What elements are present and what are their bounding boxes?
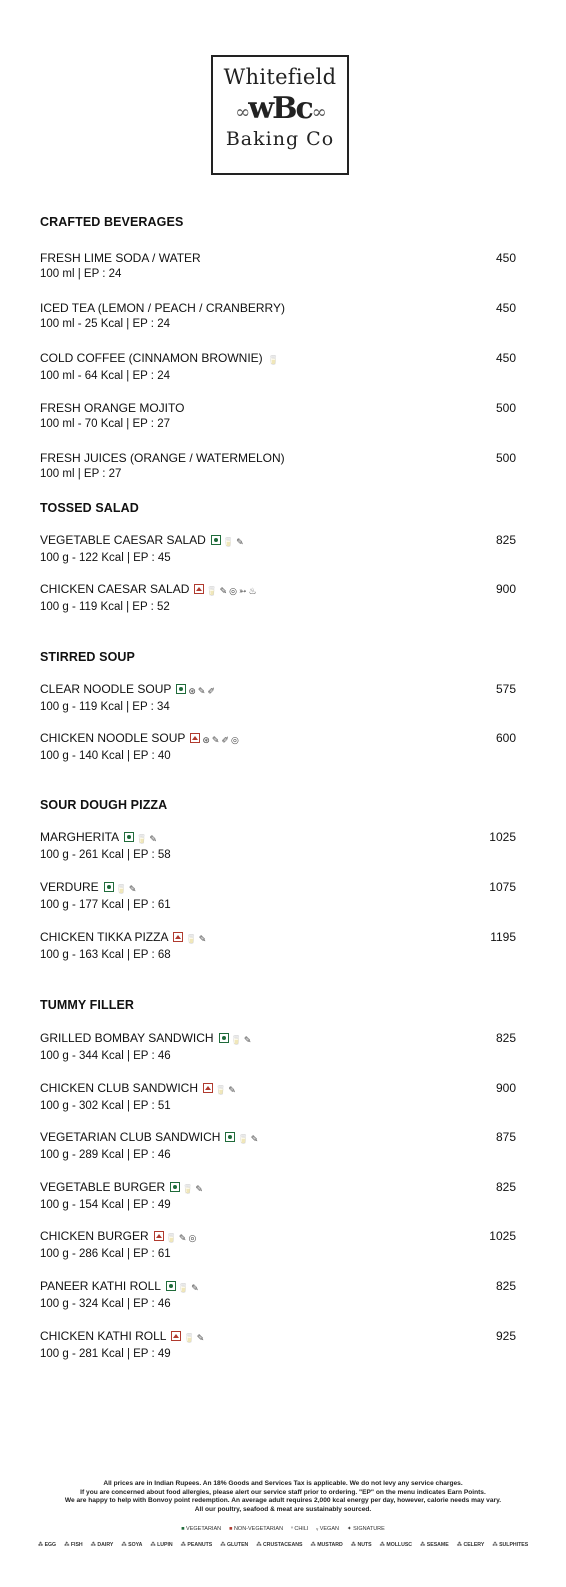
dairy-icon: 🥛	[215, 1084, 227, 1095]
allergen-legend-item: ⁂ MUSTARD	[310, 1542, 343, 1548]
allergen-mark-icon: ⁂	[256, 1542, 264, 1548]
allergen-mark-icon: ⁂	[64, 1542, 71, 1548]
dairy-icon: 🥛	[230, 1035, 242, 1045]
item-serving-info: 100 ml - 70 Kcal | EP : 27	[40, 418, 170, 430]
dairy-icon: 🥛	[177, 1283, 190, 1293]
item-name	[40, 879, 516, 897]
allergen-mark-icon: ⁂	[310, 1542, 318, 1548]
footer-line: If you are concerned about food allergies, please alert our service staff prior to ordering. "EP" on the menu indicates Earn Points.	[80, 1488, 486, 1496]
allergen-icons	[268, 352, 281, 368]
item-serving-info: 100 g - 177 Kcal | EP : 61	[40, 899, 171, 911]
allergen-legend-item: ⁂ MOLLUSC	[379, 1542, 413, 1548]
menu-item	[40, 730, 516, 764]
logo-line-1: Whitefield	[223, 65, 337, 89]
logo-line-3: Baking Co	[225, 128, 335, 150]
item-name-text: CHICKEN KATHI ROLL	[40, 1328, 167, 1343]
gluten-icon: ✎	[243, 1035, 252, 1045]
item-serving-info: 100 g - 286 Kcal | EP : 61	[40, 1248, 171, 1261]
item-price: 900	[495, 1080, 516, 1095]
item-name-text: FRESH JUICES (ORANGE / WATERMELON)	[40, 451, 285, 465]
allergen-mark-icon: ⁂	[492, 1542, 500, 1548]
allergen-legend	[30, 1542, 536, 1548]
soya-icon: ⊛	[202, 735, 210, 745]
item-name	[40, 400, 516, 416]
gluten-icon: ✎	[178, 1233, 187, 1244]
item-price: 1195	[490, 930, 516, 944]
item-serving-info: 100 g - 281 Kcal | EP : 49	[40, 1347, 171, 1360]
allergen-icons	[171, 1330, 206, 1346]
item-name-text: CLEAR NOODLE SOUP	[40, 682, 172, 696]
allergen-icons	[190, 732, 241, 748]
dairy-icon: 🥛	[237, 1134, 249, 1145]
allergen-mark-icon: ⁂	[456, 1542, 464, 1548]
allergen-icons	[219, 1032, 254, 1048]
allergen-mark-icon: ⁂	[420, 1542, 427, 1548]
allergen-legend-item: ⁂ FISH	[64, 1542, 83, 1548]
section-title: TOSSED SALAD	[40, 501, 139, 515]
allergen-mark-icon: ⁂	[37, 1542, 45, 1548]
item-name	[40, 250, 516, 266]
item-serving-info: 100 g - 154 Kcal | EP : 49	[40, 1198, 171, 1211]
item-serving-info: 100 ml - 25 Kcal | EP : 24	[40, 318, 170, 330]
item-price: 1025	[489, 1229, 516, 1244]
item-name-text: CHICKEN NOODLE SOUP	[40, 731, 186, 745]
section-title: CRAFTED BEVERAGES	[40, 215, 184, 229]
dairy-icon: 🥛	[267, 355, 279, 365]
legend-mark-icon: ■	[181, 1526, 187, 1532]
gluten-icon: ✎	[195, 1183, 203, 1194]
allergen-legend-item: ⁂ PEANUTS	[180, 1542, 213, 1548]
menu-item	[40, 879, 516, 913]
item-name	[40, 1179, 516, 1197]
allergen-legend-item: ⁂ SULPHITES	[492, 1542, 529, 1548]
dairy-icon: 🥛	[222, 537, 235, 547]
item-name	[40, 1129, 516, 1147]
allergen-legend-item: ⁂ LUPIN	[150, 1542, 173, 1548]
menu-item	[40, 1228, 516, 1262]
item-serving-info: 100 g - 324 Kcal | EP : 46	[40, 1298, 171, 1310]
item-name	[40, 730, 516, 748]
diet-legend-item: ■ NON-VEGETARIAN	[229, 1526, 284, 1532]
gluten-icon: ✎	[149, 834, 157, 844]
allergen-icons	[170, 1181, 205, 1197]
dairy-icon: 🥛	[136, 834, 148, 844]
menu-item	[40, 829, 516, 863]
allergen-icons	[104, 881, 139, 897]
diet-legend-item: ■ VEGETARIAN	[181, 1526, 222, 1532]
gluten-icon: ✎	[211, 735, 220, 745]
gluten-icon: ✎	[191, 1283, 199, 1293]
mustard-icon: ♨	[248, 586, 257, 596]
legend-mark-icon: ᵥ	[316, 1526, 320, 1532]
menu-item	[40, 929, 516, 963]
allergen-mark-icon: ⁂	[150, 1542, 158, 1548]
item-name	[40, 1328, 516, 1346]
item-price: 825	[495, 533, 516, 547]
item-price: 875	[495, 1130, 516, 1145]
menu-item	[40, 1328, 516, 1362]
allergen-icons	[154, 1230, 199, 1246]
gluten-icon: ✎	[196, 1332, 205, 1343]
section-title: STIRRED SOUP	[40, 650, 135, 664]
allergen-mark-icon: ⁂	[121, 1542, 129, 1548]
item-serving-info: 100 ml - 64 Kcal | EP : 24	[40, 370, 170, 382]
item-name	[40, 1080, 516, 1098]
non-vegetarian-icon	[154, 1231, 164, 1241]
allergen-icons	[211, 534, 246, 550]
menu-item	[40, 1278, 516, 1312]
diet-legend-item: ✦ SIGNATURE	[346, 1526, 385, 1532]
allergen-icons	[225, 1131, 260, 1147]
menu-item	[40, 1030, 516, 1064]
item-price: 450	[495, 301, 516, 315]
dairy-icon: 🥛	[165, 1233, 177, 1244]
item-name	[40, 1278, 516, 1296]
gluten-icon: ✎	[228, 1084, 236, 1095]
legend-mark-icon: ■	[229, 1526, 234, 1532]
item-name-text: CHICKEN BURGER	[40, 1229, 149, 1244]
diet-legend-item: ᵥ VEGAN	[316, 1526, 339, 1532]
allergen-legend-item: ⁂ SOYA	[121, 1542, 143, 1548]
item-serving-info: 100 g - 344 Kcal | EP : 46	[40, 1050, 171, 1062]
item-serving-info: 100 g - 122 Kcal | EP : 45	[40, 552, 171, 564]
legend-mark-icon: ✦	[346, 1526, 354, 1532]
item-serving-info: 100 g - 119 Kcal | EP : 52	[40, 601, 170, 613]
allergen-icons	[166, 1280, 201, 1296]
legend-mark-icon: ᵛ	[291, 1526, 295, 1532]
item-name-text: CHICKEN CAESAR SALAD	[40, 582, 190, 596]
item-price: 925	[495, 1328, 516, 1343]
item-serving-info: 100 ml | EP : 24	[40, 268, 122, 280]
vegetarian-icon	[166, 1281, 176, 1291]
dairy-icon: 🥛	[182, 1183, 194, 1194]
menu-item	[40, 350, 516, 384]
allergen-legend-item: ⁂ SESAME	[420, 1542, 449, 1548]
footer-line: We are happy to help with Bonvoy point redemption. An average adult requires 2,000 kcal energy per day, however, calorie needs may vary.	[64, 1497, 502, 1504]
item-name	[40, 300, 516, 316]
item-price: 825	[495, 1279, 516, 1293]
allergen-icons	[176, 683, 217, 699]
item-name	[40, 1228, 516, 1246]
menu-item	[40, 532, 516, 566]
footer-line: All prices are in Indian Rupees. An 18% Goods and Services Tax is applicable. We do not levy any service charges.	[103, 1480, 463, 1487]
item-name-text: FRESH LIME SODA / WATER	[40, 251, 201, 265]
allergen-mark-icon: ⁂	[379, 1542, 387, 1548]
item-price: 825	[495, 1031, 516, 1045]
non-vegetarian-icon	[194, 584, 204, 594]
vegetarian-icon	[104, 882, 114, 892]
gluten-icon: ✎	[236, 537, 244, 547]
item-serving-info: 100 g - 163 Kcal | EP : 68	[40, 949, 171, 961]
vegetarian-icon	[219, 1033, 229, 1043]
item-price: 900	[495, 582, 516, 596]
item-name-text: ICED TEA (LEMON / PEACH / CRANBERRY)	[40, 301, 285, 315]
item-price: 450	[495, 351, 516, 365]
item-serving-info: 100 g - 289 Kcal | EP : 46	[40, 1149, 171, 1162]
allergen-icons	[203, 1082, 238, 1098]
gluten-icon: ✎	[128, 884, 137, 894]
section-title: SOUR DOUGH PIZZA	[40, 798, 168, 812]
allergen-legend-item: ⁂ DAIRY	[90, 1542, 114, 1548]
allergen-icons	[124, 831, 159, 847]
item-name-text: VERDURE	[40, 880, 99, 894]
gluten-icon: ✎	[197, 686, 206, 696]
gluten-icon: ✎	[250, 1134, 259, 1145]
allergen-mark-icon: ⁂	[220, 1542, 227, 1548]
allergen-legend-item: ⁂ CELERY	[456, 1542, 485, 1548]
item-name	[40, 829, 516, 847]
egg-icon: ◎	[229, 586, 237, 596]
vegetarian-icon	[176, 684, 186, 694]
gluten-icon: ✎	[219, 586, 228, 596]
menu-item	[40, 1080, 516, 1114]
menu-item	[40, 400, 516, 432]
celery-icon: ✐	[207, 686, 216, 696]
allergen-legend-item: ⁂ NUTS	[350, 1542, 372, 1548]
non-vegetarian-icon	[173, 932, 183, 942]
menu-item	[40, 1179, 516, 1213]
allergen-icons	[194, 583, 258, 599]
item-price: 450	[495, 251, 516, 265]
item-price: 500	[495, 451, 516, 465]
celery-icon: ✐	[221, 735, 229, 745]
menu-item	[40, 300, 516, 332]
item-name	[40, 350, 516, 368]
item-name	[40, 929, 516, 947]
item-name-text: CHICKEN CLUB SANDWICH	[40, 1080, 199, 1095]
non-vegetarian-icon	[203, 1083, 213, 1093]
brand-logo	[211, 55, 349, 175]
item-price: 1075	[489, 880, 516, 894]
dairy-icon: 🥛	[206, 586, 218, 596]
diet-legend	[30, 1526, 536, 1532]
dairy-icon: 🥛	[185, 934, 197, 944]
vegetarian-icon	[170, 1182, 180, 1192]
item-name-text: CHICKEN TIKKA PIZZA	[40, 930, 169, 944]
item-price: 825	[495, 1179, 516, 1194]
egg-icon: ◎	[231, 735, 239, 745]
allergen-legend-item: ⁂ GLUTEN	[220, 1542, 249, 1548]
item-price: 500	[495, 401, 516, 415]
egg-icon: ◎	[188, 1233, 197, 1244]
fish-icon: ➳	[239, 586, 247, 596]
item-name-text: VEGETARIAN CLUB SANDWICH	[40, 1130, 221, 1145]
item-name-text: MARGHERITA	[40, 830, 120, 844]
section-title: TUMMY FILLER	[40, 998, 135, 1012]
dairy-icon: 🥛	[115, 884, 127, 894]
item-serving-info: 100 g - 140 Kcal | EP : 40	[40, 750, 171, 762]
item-serving-info: 100 ml | EP : 27	[40, 468, 122, 480]
item-serving-info: 100 g - 119 Kcal | EP : 34	[40, 701, 170, 713]
dairy-icon: 🥛	[183, 1332, 195, 1343]
gluten-icon: ✎	[198, 934, 207, 944]
allergen-mark-icon: ⁂	[350, 1542, 358, 1548]
item-price: 600	[495, 731, 516, 745]
menu-item	[40, 250, 516, 282]
item-name	[40, 581, 516, 599]
item-name-text: PANEER KATHI ROLL	[40, 1279, 161, 1293]
vegetarian-icon	[225, 1132, 235, 1142]
footer-notes	[30, 1480, 536, 1514]
item-serving-info: 100 g - 302 Kcal | EP : 51	[40, 1099, 171, 1112]
item-price: 1025	[489, 830, 516, 844]
vegetarian-icon	[211, 535, 221, 545]
item-name	[40, 450, 516, 466]
item-name-text: GRILLED BOMBAY SANDWICH	[40, 1031, 214, 1045]
menu-item	[40, 581, 516, 615]
non-vegetarian-icon	[190, 733, 200, 743]
item-serving-info: 100 g - 261 Kcal | EP : 58	[40, 849, 171, 861]
item-name	[40, 532, 516, 550]
item-name	[40, 681, 516, 699]
item-name-text: FRESH ORANGE MOJITO	[40, 401, 185, 415]
item-name-text: VEGETABLE CAESAR SALAD	[40, 533, 206, 547]
item-name-text: VEGETABLE BURGER	[40, 1179, 166, 1194]
item-name-text: COLD COFFEE (CINNAMON BROWNIE)	[40, 351, 263, 365]
item-price: 575	[495, 682, 516, 696]
logo-monogram: ∞wBc∞	[235, 91, 325, 126]
menu-item	[40, 450, 516, 482]
soya-icon: ⊛	[188, 686, 196, 696]
footer-line: All our poultry, seafood & meat are sustainably sourced.	[194, 1505, 372, 1513]
allergen-mark-icon: ⁂	[90, 1542, 98, 1548]
diet-legend-item: ᵛ CHILI	[291, 1526, 309, 1532]
allergen-icons	[173, 931, 208, 947]
menu-item	[40, 681, 516, 715]
item-name	[40, 1030, 516, 1048]
non-vegetarian-icon	[171, 1331, 181, 1341]
menu-item	[40, 1129, 516, 1163]
allergen-legend-item: ⁂ EGG	[37, 1542, 57, 1548]
allergen-legend-item: ⁂ CRUSTACEANS	[256, 1542, 303, 1548]
allergen-mark-icon: ⁂	[180, 1542, 188, 1548]
vegetarian-icon	[124, 832, 134, 842]
